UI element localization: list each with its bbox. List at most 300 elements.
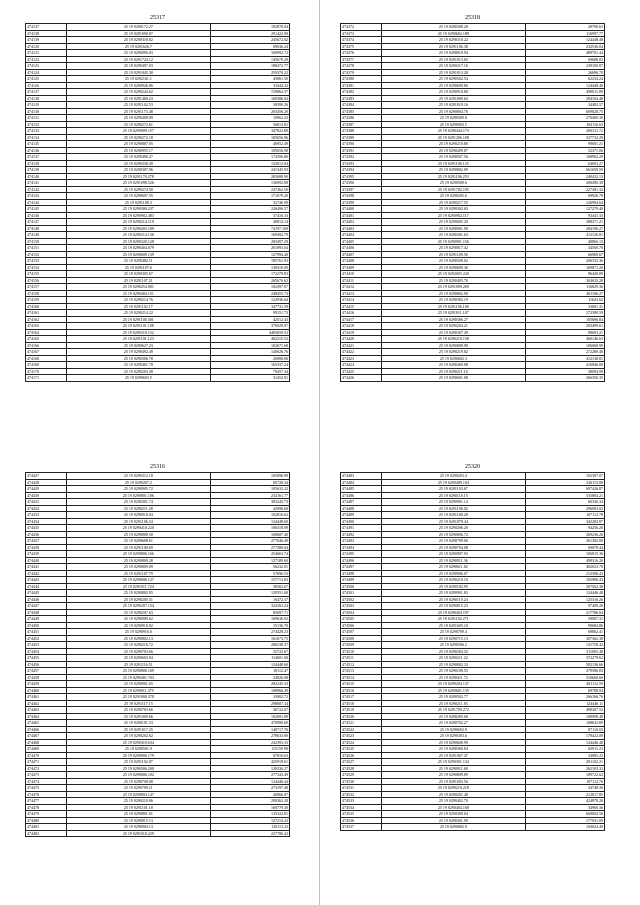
code-cell: 25 19 0290802.09 [382, 167, 525, 174]
value-cell: 286238.37 [210, 642, 290, 649]
code-cell: 25 19 0291045.30 [67, 69, 210, 76]
panel-title: 25317 [150, 15, 165, 21]
code-cell: 25 19 0290408.09 [67, 115, 210, 122]
value-cell: 342282.87 [525, 518, 605, 525]
value-cell: 105096.99 [210, 473, 290, 480]
code-cell: 25 19 0291011.724 [67, 583, 210, 590]
record-id-cell: 474153 [26, 258, 67, 265]
code-cell: 25 19 0290205.6 [382, 193, 525, 200]
code-cell: 25 19 0290815.23 [382, 603, 525, 610]
code-cell: 25 19 0290918.04 [67, 512, 210, 519]
code-cell: 25 19 0291173.48 [67, 108, 210, 115]
value-cell: 294104.48 [525, 95, 605, 102]
record-id-cell: 474382 [341, 89, 382, 96]
code-cell: 25 19 0291101.123 [67, 336, 210, 343]
code-cell: 25 19 0290305.67 [67, 271, 210, 278]
code-cell: 25 19 0290300.84 [382, 746, 525, 753]
code-cell: 25 19 0290601.135 [382, 687, 525, 694]
record-id-cell: 474506 [341, 622, 382, 629]
code-cell: 25 19 0290203.4 [382, 473, 525, 480]
code-cell: 25 19 0291709.272 [382, 707, 525, 714]
value-cell: 46952.49 [210, 141, 290, 148]
code-cell: 25 19 0290102.95 [382, 583, 525, 590]
value-cell: 56813.81 [210, 121, 290, 128]
code-cell: 25 19 0291009.62 [382, 95, 525, 102]
code-cell: 25 19 0290802.9 [382, 824, 525, 831]
value-cell: 69926.78 [525, 193, 605, 200]
value-cell: 36722.67 [210, 707, 290, 714]
record-id-cell: 474372 [341, 24, 382, 31]
code-cell: 25 19 0290817.42 [382, 245, 525, 252]
value-cell: 266356.35 [525, 375, 605, 382]
record-id-cell: 474528 [341, 765, 382, 772]
value-cell: 291422.09 [210, 30, 290, 37]
record-id-cell: 474144 [26, 199, 67, 206]
record-id-cell: 474134 [26, 134, 67, 141]
record-id-cell: 474537 [341, 824, 382, 831]
code-cell: 25 19 0290210.80 [382, 141, 525, 148]
value-cell: 226496.57 [210, 206, 290, 213]
value-cell: 124448.48 [525, 37, 605, 44]
value-cell: 160779.30 [210, 804, 290, 811]
value-cell: 298007.34 [210, 700, 290, 707]
value-cell: 16472.37 [210, 596, 290, 603]
value-cell: 10962.23 [210, 115, 290, 122]
record-id-cell: 474457 [26, 668, 67, 675]
value-cell: 126994.64 [525, 199, 605, 206]
code-cell: 25 19 0290806.72 [382, 531, 525, 538]
code-cell: 25 19 0290006.179 [67, 752, 210, 759]
code-cell: 25 19 0290274.50 [67, 186, 210, 193]
code-cell: 25 19 0290627.23 [67, 342, 210, 349]
value-cell: 217786.04 [525, 609, 605, 616]
value-cell: 74197.109 [210, 225, 290, 232]
code-cell: 25 19 0290806.166 [67, 551, 210, 558]
code-cell: 25 19 0290910.80 [382, 89, 525, 96]
value-cell: 85697.71 [210, 609, 290, 616]
record-id-cell: 474420 [341, 336, 382, 343]
record-id-cell: 474129 [26, 102, 67, 109]
value-cell: 168687.40 [210, 531, 290, 538]
record-id-cell: 474167 [26, 349, 67, 356]
value-cell: 42512.43 [210, 316, 290, 323]
code-cell: 25 19 0290411.72 [382, 674, 525, 681]
code-cell: 25 19 0290219.82 [382, 349, 525, 356]
value-cell: 45861.50 [210, 76, 290, 83]
code-cell: 25 19 0291107.79 [67, 570, 210, 577]
record-id-cell: 474406 [341, 245, 382, 252]
code-cell: 25 19 0290602.9 [382, 726, 525, 733]
value-cell: 135322.81 [210, 811, 290, 818]
value-cell: 269236.20 [525, 531, 605, 538]
code-cell: 25 19 0291100.28 [382, 512, 525, 519]
record-id-cell: 474139 [26, 37, 67, 44]
value-cell: 115159.98 [210, 746, 290, 753]
record-id-cell: 474447 [26, 603, 67, 610]
value-cell: 661659.59 [525, 167, 605, 174]
value-cell: 232536.04 [525, 43, 605, 50]
value-cell: 206333.36 [525, 258, 605, 265]
value-cell: 99684.86 [525, 622, 605, 629]
record-id-cell: 474126 [26, 82, 67, 89]
code-cell: 25 19 0290911.36 [382, 557, 525, 564]
value-cell: 37416.33 [210, 212, 290, 219]
record-id-cell: 474136 [26, 147, 67, 154]
code-cell: 25 19 0290955.17 [67, 147, 210, 154]
code-cell: 25 19 0290204.32 [382, 648, 525, 655]
record-id-cell: 474474 [26, 778, 67, 785]
value-cell: 669828.75 [525, 108, 605, 115]
record-id-cell: 474390 [341, 141, 382, 148]
record-id-cell: 474392 [341, 154, 382, 161]
record-id-cell: 474483 [341, 473, 382, 480]
code-cell: 25 19 0291079.44 [382, 518, 525, 525]
value-cell: 65911.23 [525, 746, 605, 753]
value-cell: 131758.42 [525, 642, 605, 649]
record-id-cell: 474412 [341, 284, 382, 291]
record-id-cell: 474374 [341, 37, 382, 44]
record-id-cell: 474391 [341, 147, 382, 154]
code-cell: 25 19 0290203.109 [67, 225, 210, 232]
value-cell: 33002.72 [210, 694, 290, 701]
record-id-cell: 474160 [26, 303, 67, 310]
record-id-cell: 474396 [341, 180, 382, 187]
record-id-cell: 474439 [26, 551, 67, 558]
value-cell: 335804.21 [525, 492, 605, 499]
record-id-cell: 474459 [26, 681, 67, 688]
code-cell: 25 19 0290808.98 [382, 342, 525, 349]
code-cell: 25 19 0290801.01 [67, 811, 210, 818]
code-cell: 25 19 0291107.21 [67, 277, 210, 284]
code-cell: 25 19 0290901.90 [382, 225, 525, 232]
value-cell: 282245.33 [210, 681, 290, 688]
panel-top-left [25, 14, 290, 382]
code-cell: 25 19 0290310.22 [382, 37, 525, 44]
code-cell: 25 19 0291170.278 [67, 173, 210, 180]
value-cell: 412138.81 [525, 355, 605, 362]
value-cell: 498307.52 [525, 707, 605, 714]
record-id-cell: 474394 [341, 167, 382, 174]
code-cell: 25 19 0290709.4 [382, 629, 525, 636]
code-cell: 25 19 0291019.16 [382, 102, 525, 109]
record-id-cell: 474162 [26, 316, 67, 323]
code-cell: 25 19 0290603.04 [67, 655, 210, 662]
code-cell: 25 19 0290602.188 [382, 30, 525, 37]
record-id-cell: 474409 [341, 264, 382, 271]
record-id-cell: 474490 [341, 518, 382, 525]
record-id-cell: 474385 [341, 108, 382, 115]
code-cell: 25 19 0291108.3 [67, 199, 210, 206]
code-cell: 25 19 0291103.67 [382, 486, 525, 493]
record-id-cell: 474157 [26, 284, 67, 291]
code-cell: 25 19 0290509.02 [382, 258, 525, 265]
value-cell: 169636.92 [210, 616, 290, 623]
code-cell: 25 19 0290404.679 [67, 245, 210, 252]
value-cell: 108966.29 [210, 687, 290, 694]
value-cell: 60728.34 [210, 479, 290, 486]
record-id-cell: 474149 [26, 232, 67, 239]
value-cell: 26696.70 [525, 69, 605, 76]
record-id-cell: 474407 [341, 251, 382, 258]
code-cell: 25 19 0290110.24 [382, 596, 525, 603]
value-cell: 254663.74 [210, 551, 290, 558]
value-cell: 107112.78 [525, 512, 605, 519]
code-cell: 25 19 0290203.38 [67, 368, 210, 375]
code-cell: 25 19 0290904.13 [67, 824, 210, 831]
record-id-cell: 474405 [341, 238, 382, 245]
code-cell: 25 19 0290509.6 [382, 180, 525, 187]
value-cell: 145679.29 [210, 56, 290, 63]
value-cell: 169386.02 [210, 95, 290, 102]
record-id-cell: 474165 [26, 336, 67, 343]
code-cell: 25 19 0290902.483 [67, 212, 210, 219]
record-id-cell: 474395 [341, 173, 382, 180]
value-cell: 347731.59 [210, 303, 290, 310]
code-cell: 25 19 0290207.2 [67, 479, 210, 486]
record-id-cell: 474480 [26, 817, 67, 824]
value-cell: 116997.77 [525, 30, 605, 37]
record-id-cell: 474171 [26, 375, 67, 382]
record-id-cell: 474435 [26, 525, 67, 532]
record-id-cell: 474464 [26, 713, 67, 720]
data-table [340, 472, 605, 831]
record-id-cell: 474161 [26, 310, 67, 317]
record-id-cell: 474146 [26, 212, 67, 219]
value-cell: 124448.60 [210, 518, 290, 525]
code-cell: 25 19 0290608.99 [382, 739, 525, 746]
value-cell: 102671.68 [210, 342, 290, 349]
code-cell: 25 19 0290210.218 [382, 785, 525, 792]
record-id-cell: 474493 [341, 538, 382, 545]
value-cell: 247362.50 [210, 186, 290, 193]
code-cell: 25 19 0290244.62 [67, 89, 210, 96]
record-id-cell: 474429 [26, 486, 67, 493]
code-cell: 25 19 0290802.95 [67, 590, 210, 597]
record-id-cell: 474453 [26, 642, 67, 649]
value-cell: 324163.24 [210, 603, 290, 610]
record-id-cell: 474479 [26, 811, 67, 818]
value-cell: 172279.83 [210, 271, 290, 278]
record-id-cell: 474137 [26, 154, 67, 161]
record-id-cell: 474487 [341, 499, 382, 506]
record-id-cell: 474425 [341, 368, 382, 375]
record-id-cell: 474469 [26, 746, 67, 753]
value-cell: 127189.60 [210, 557, 290, 564]
record-id-cell: 474138 [26, 30, 67, 37]
value-cell: 160992.72 [210, 50, 290, 57]
code-cell: 25 19 0290301.63 [382, 232, 525, 239]
record-id-cell: 474138 [26, 160, 67, 167]
code-cell: 25 19 0290911.375 [67, 687, 210, 694]
code-cell: 25 19 0290202.62 [67, 733, 210, 740]
value-cell: 168632.89 [525, 720, 605, 727]
value-cell: 372279.62 [525, 655, 605, 662]
value-cell: 127279.40 [525, 206, 605, 213]
record-id-cell: 474446 [26, 596, 67, 603]
code-cell: 25 19 0290312.18 [67, 473, 210, 480]
value-cell: 227381.32 [525, 186, 605, 193]
code-cell: 25 19 0290204.147 [382, 681, 525, 688]
code-cell: 25 19 0291090.07 [67, 30, 210, 37]
code-cell: 25 19 0291106.34 [67, 518, 210, 525]
record-id-cell: 474424 [341, 362, 382, 369]
record-id-cell: 474384 [341, 102, 382, 109]
data-table [25, 472, 290, 837]
value-cell: 200490.38 [525, 180, 605, 187]
value-cell: 93441.33 [525, 212, 605, 219]
value-cell: 489701.44 [525, 50, 605, 57]
value-cell: 69688.03 [525, 56, 605, 63]
code-cell: 25 19 0290204.21 [382, 323, 525, 330]
record-id-cell: 474142 [26, 186, 67, 193]
code-cell: 25 19 0290803.147 [67, 791, 210, 798]
record-id-cell: 474140 [26, 173, 67, 180]
record-id-cell: 474466 [26, 726, 67, 733]
record-id-cell: 474470 [26, 752, 67, 759]
value-cell: 108998.48 [525, 713, 605, 720]
record-id-cell: 474486 [341, 492, 382, 499]
code-cell: 25 19 0290272.61 [67, 121, 210, 128]
value-cell: 206311.72 [525, 128, 605, 135]
value-cell: 64693.27 [525, 160, 605, 167]
record-id-cell: 474452 [26, 635, 67, 642]
record-id-cell: 474499 [341, 577, 382, 584]
record-id-cell: 474481 [26, 824, 67, 831]
code-cell: 25 19 0290606.127 [67, 577, 210, 584]
record-id-cell: 474491 [341, 525, 382, 532]
record-id-cell: 474434 [26, 518, 67, 525]
record-id-cell: 474411 [341, 277, 382, 284]
record-id-cell: 474414 [341, 297, 382, 304]
record-id-cell: 474521 [341, 720, 382, 727]
code-cell: 25 19 0290254.081 [67, 284, 210, 291]
code-cell: 25 19 0291003.56 [382, 778, 525, 785]
code-cell: 25 19 0291109.56 [382, 251, 525, 258]
code-cell: 25 19 0290400.08 [382, 362, 525, 369]
value-cell: 66969.67 [525, 251, 605, 258]
value-cell: 401106.27 [525, 290, 605, 297]
code-cell: 25 19 0290702.27 [382, 720, 525, 727]
table-row [26, 830, 290, 837]
record-id-cell: 474422 [341, 349, 382, 356]
code-cell: 25 19 0290611.82 [382, 564, 525, 571]
record-id-cell: 474497 [341, 564, 382, 571]
record-id-cell: 474527 [341, 759, 382, 766]
record-id-cell: 474456 [26, 661, 67, 668]
record-id-cell: 474523 [341, 733, 382, 740]
value-cell: 361302.00 [525, 538, 605, 545]
record-id-cell: 474511 [341, 655, 382, 662]
record-id-cell: 474399 [341, 199, 382, 206]
code-cell: 25 19 0290709.06 [382, 538, 525, 545]
code-cell: 25 19 0291106.125 [382, 160, 525, 167]
code-cell: 25 19 0290306.27 [382, 316, 525, 323]
value-cell: 127214.23 [210, 817, 290, 824]
code-cell: 25 19 0290502.77 [382, 694, 525, 701]
value-cell: 124448.48 [525, 82, 605, 89]
code-cell: 25 19 0292003.220 [382, 271, 525, 278]
code-cell: 25 19 0290703.66 [67, 707, 210, 714]
record-id-cell: 474415 [341, 303, 382, 310]
value-cell: 32746.99 [210, 199, 290, 206]
record-id-cell: 474438 [26, 544, 67, 551]
record-id-cell: 474132 [26, 121, 67, 128]
code-cell: 25 19 0291011.107 [382, 310, 525, 317]
value-cell: 106815.36 [525, 551, 605, 558]
value-cell: 278633.00 [210, 733, 290, 740]
record-id-cell: 474128 [26, 95, 67, 102]
code-cell: 25 19 0290211.28 [67, 505, 210, 512]
code-cell: 25 19 0290211.83 [382, 700, 525, 707]
value-cell: 140026.76 [210, 349, 290, 356]
record-id-cell: 474444 [26, 583, 67, 590]
value-cell: 94256.20 [525, 525, 605, 532]
record-id-cell: 474400 [341, 206, 382, 213]
record-id-cell: 474514 [341, 674, 382, 681]
code-cell: 25 19 0291702.195 [382, 186, 525, 193]
record-id-cell: 474393 [341, 160, 382, 167]
value-cell: 130092.08 [210, 180, 290, 187]
code-cell: 25 19 0290506.2 [382, 642, 525, 649]
record-id-cell: 474431 [26, 499, 67, 506]
record-id-cell: 474387 [341, 121, 382, 128]
code-cell: 25 19 0290310.634 [67, 739, 210, 746]
code-cell: 25 19 0290307.96 [67, 167, 210, 174]
code-cell: 25 19 0290802.90 [382, 290, 525, 297]
code-cell: 25 19 0290096.83 [67, 50, 210, 57]
code-cell: 25 19 0290502.54 [382, 76, 525, 83]
record-id-cell: 474442 [26, 570, 67, 577]
record-id-cell: 474154 [26, 264, 67, 271]
record-id-cell: 474383 [341, 95, 382, 102]
record-id-cell: 474468 [26, 739, 67, 746]
value-cell: 290362.20 [210, 798, 290, 805]
value-cell: 283497.29 [210, 238, 290, 245]
record-id-cell: 474130 [26, 108, 67, 115]
record-id-cell: 474533 [341, 798, 382, 805]
record-id-cell: 474530 [341, 778, 382, 785]
code-cell: 25 19 0290708.08 [67, 778, 210, 785]
value-cell: 388371.21 [525, 219, 605, 226]
record-id-cell: 474445 [26, 590, 67, 597]
code-cell: 25 19 0290703.66 [67, 648, 210, 655]
record-id-cell: 474494 [341, 544, 382, 551]
record-id-cell: 474419 [341, 329, 382, 336]
code-cell: 25 19 0290207.154 [67, 603, 210, 610]
code-cell: 25 19 0291101.108 [67, 323, 210, 330]
record-id-cell: 474145 [26, 206, 67, 213]
value-cell: 120113.22 [210, 824, 290, 831]
value-cell: 140717.76 [210, 726, 290, 733]
value-cell: 56232.81 [210, 564, 290, 571]
record-id-cell: 474489 [341, 512, 382, 519]
value-cell: 124446.48 [525, 739, 605, 746]
record-id-cell: 474401 [341, 212, 382, 219]
code-cell: 25 19 0290214.136 [67, 232, 210, 239]
record-id-cell: 474376 [341, 50, 382, 57]
code-cell: 25 19 0290211.22 [382, 655, 525, 662]
value-cell: 33601.31 [525, 303, 605, 310]
value-cell: 122936.64 [210, 297, 290, 304]
value-cell: 18112.47 [210, 668, 290, 675]
value-cell: 232161.77 [210, 492, 290, 499]
record-id-cell: 474373 [341, 30, 382, 37]
value-cell: 127994.40 [210, 251, 290, 258]
record-id-cell: 474502 [341, 596, 382, 603]
code-cell: 25 19 0290300.237 [67, 206, 210, 213]
table-row [26, 375, 290, 382]
value-cell: 178422.00 [525, 733, 605, 740]
